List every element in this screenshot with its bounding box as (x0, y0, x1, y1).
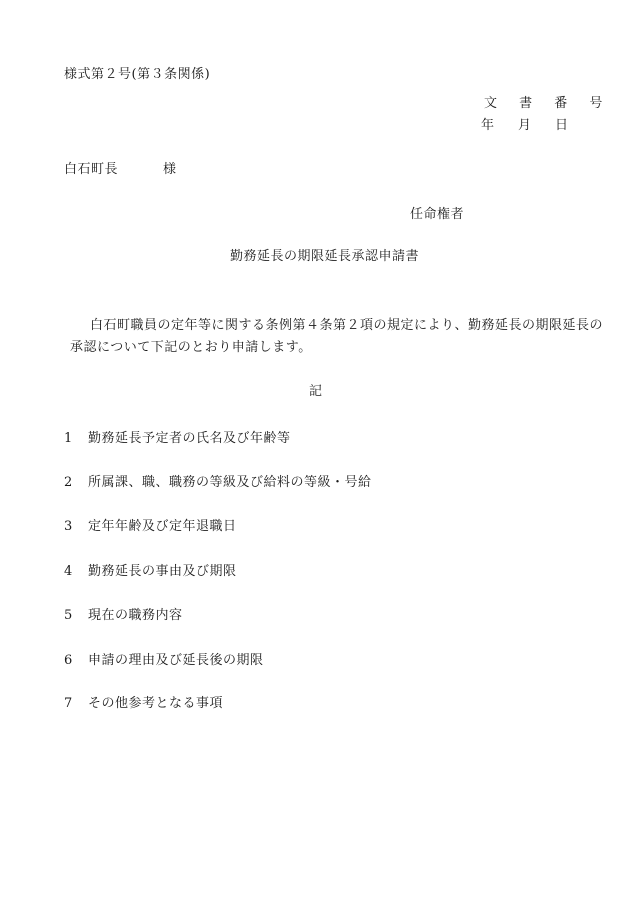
applicant-label: 任命権者 (410, 207, 465, 222)
item-text: 勤務延長の事由及び期限 (88, 564, 237, 579)
item-number: 6 (64, 653, 73, 668)
list-item (64, 565, 237, 578)
item-number: 5 (64, 608, 73, 623)
list-item (64, 432, 291, 445)
date-month: 月 (518, 118, 532, 133)
item-text: その他参考となる事項 (88, 696, 224, 711)
item-number: 7 (64, 696, 73, 711)
form-number: 様式第２号(第３条関係) (64, 67, 211, 82)
list-item (64, 520, 237, 533)
ki-heading: 記 (309, 384, 323, 399)
item-number: 2 (64, 475, 73, 490)
item-number: 1 (64, 431, 73, 446)
date-day: 日 (555, 118, 569, 133)
list-item (64, 697, 223, 710)
item-text: 勤務延長予定者の氏名及び年齢等 (88, 431, 291, 446)
body-line-1: 白石町職員の定年等に関する条例第４条第２項の規定により、勤務延長の期限延長の (90, 318, 604, 333)
item-number: 3 (64, 519, 73, 534)
list-item (64, 476, 372, 489)
item-text: 定年年齢及び定年退職日 (88, 519, 237, 534)
body-line-2: 承認について下記のとおり申請します。 (70, 340, 312, 355)
document-number-label: 文 書 番 号 (484, 96, 612, 111)
item-text: 現在の職務内容 (88, 608, 183, 623)
addressee-honorific: 様 (163, 162, 177, 177)
date-year: 年 (481, 118, 495, 133)
item-text: 所属課、職、職務の等級及び給料の等級・号給 (88, 475, 372, 490)
list-item (64, 609, 183, 622)
document-title: 勤務延長の期限延長承認申請書 (230, 249, 420, 264)
addressee-name: 白石町長 (64, 162, 119, 177)
item-text: 申請の理由及び延長後の期限 (88, 653, 264, 668)
item-number: 4 (64, 564, 73, 579)
list-item (64, 654, 264, 667)
